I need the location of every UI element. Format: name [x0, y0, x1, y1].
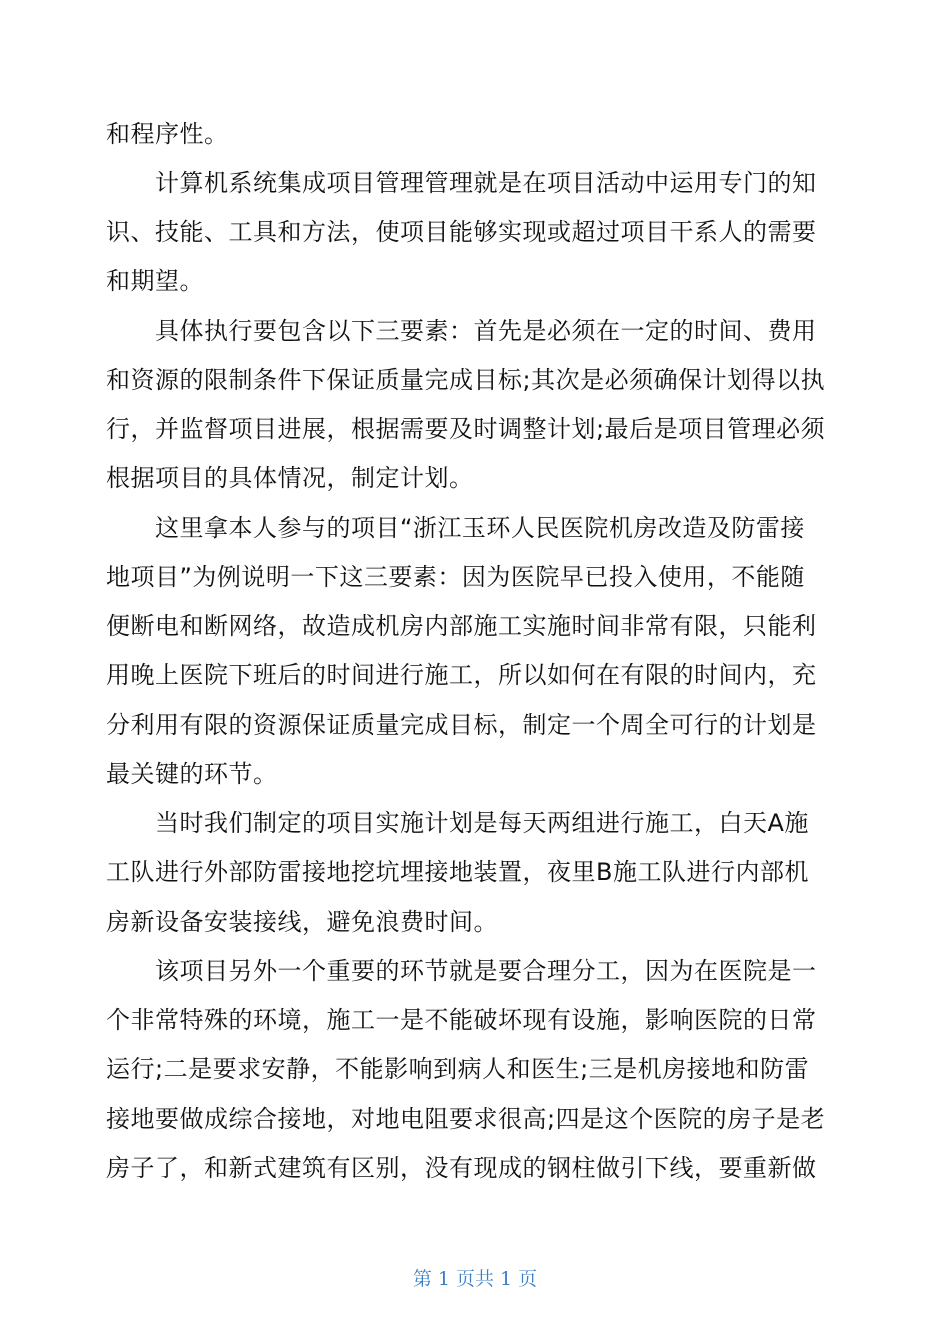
- text-line: 地项目”为例说明一下这三要素：因为医院早已投入使用，不能随: [106, 563, 805, 591]
- text-line: 识、技能、工具和方法，使项目能够实现或超过项目干系人的需要: [106, 218, 817, 246]
- text-line: 和资源的限制条件下保证质量完成目标;其次是必须确保计划得以执: [106, 366, 826, 394]
- text-line: 个非常特殊的环境，施工一是不能破坏现有设施，影响医院的日常: [106, 1006, 817, 1034]
- text-line: 房子了，和新式建筑有区别，没有现成的钢柱做引下线，要重新做: [106, 1154, 817, 1182]
- text-line: 和期望。: [106, 267, 204, 295]
- text-line: 工队进行外部防雷接地挖坑埋接地装置，夜里B施工队进行内部机: [106, 858, 809, 886]
- text-line: 便断电和断网络，故造成机房内部施工实施时间非常有限，只能利: [106, 612, 817, 640]
- text-line: 用晚上医院下班后的时间进行施工，所以如何在有限的时间内，充: [106, 661, 817, 689]
- text-line: 这里拿本人参与的项目“浙江玉环人民医院机房改造及防雷接: [155, 514, 805, 542]
- text-line: 该项目另外一个重要的环节就是要合理分工，因为在医院是一: [155, 957, 817, 985]
- text-line: 分利用有限的资源保证质量完成目标，制定一个周全可行的计划是: [106, 711, 817, 739]
- page-number-footer: 第 1 页共 1 页: [412, 1268, 538, 1290]
- text-line: 行，并监督项目进展，根据需要及时调整计划;最后是项目管理必须: [106, 415, 826, 443]
- text-line: 接地要做成综合接地，对地电阻要求很高;四是这个医院的房子是老: [106, 1105, 826, 1133]
- text-line: 当时我们制定的项目实施计划是每天两组进行施工，白天A施: [155, 809, 809, 837]
- text-line: 房新设备安装接线，避免浪费时间。: [106, 908, 498, 936]
- text-line: 根据项目的具体情况，制定计划。: [106, 464, 474, 492]
- text-line: 和程序性。: [106, 120, 229, 148]
- text-line: 计算机系统集成项目管理管理就是在项目活动中运用专门的知: [155, 169, 817, 197]
- text-line: 运行;二是要求安静，不能影响到病人和医生;三是机房接地和防雷: [106, 1055, 810, 1083]
- text-line: 最关键的环节。: [106, 760, 278, 788]
- text-line: 具体执行要包含以下三要素：首先是必须在一定的时间、费用: [155, 317, 817, 345]
